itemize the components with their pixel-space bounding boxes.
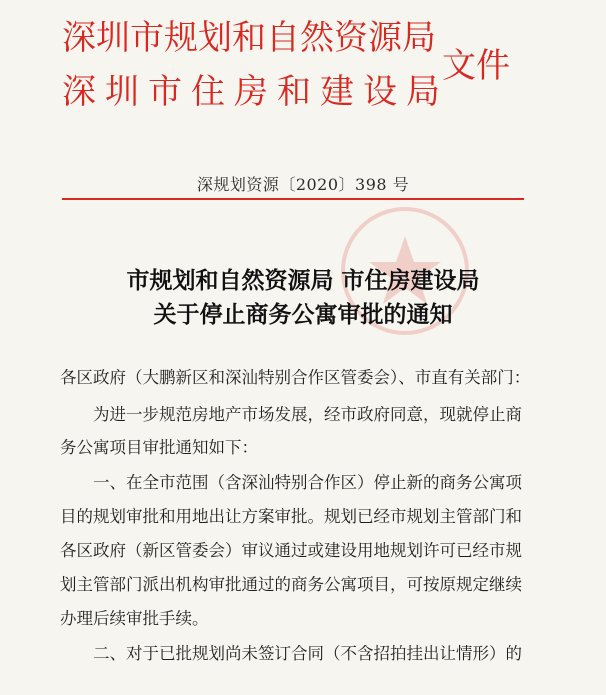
document-type-label: 文件: [442, 46, 510, 86]
salutation: 各区政府（大鹏新区和深汕特别合作区管委会）、市直有关部门：: [60, 368, 531, 387]
issuing-agency-1: 深圳市规划和自然资源局: [62, 18, 436, 58]
document-number: 深规划资源〔2020〕398 号: [196, 175, 410, 194]
body-line: 二、对于已批规划尚未签订合同（不含招拍挂出让情形）的: [93, 644, 522, 663]
red-divider: [62, 198, 524, 200]
body-line: 办理后续审批手续。: [60, 609, 209, 628]
issuing-agency-2: 深圳市住房和建设局: [62, 72, 449, 112]
body-line: 务公寓项目审批通知如下：: [60, 438, 258, 457]
body-line: 一、在全市范围（含深汕特别合作区）停止新的商务公寓项: [93, 473, 522, 492]
body-line: 目的规划审批和用地出让方案审批。规划已经市规划主管部门和: [60, 507, 522, 526]
body-line: 划主管部门派出机构审批通过的商务公寓项目，可按原规定继续: [60, 575, 522, 594]
document-title-line-1: 市规划和自然资源局 市住房建设局: [126, 267, 480, 294]
body-line: 为进一步规范房地产市场发展，经市政府同意，现就停止商: [93, 405, 522, 424]
document-title-line-2: 关于停止商务公寓审批的通知: [153, 301, 453, 328]
body-line: 各区政府（新区管委会）审议通过或建设用地规划许可已经市规: [60, 541, 522, 560]
